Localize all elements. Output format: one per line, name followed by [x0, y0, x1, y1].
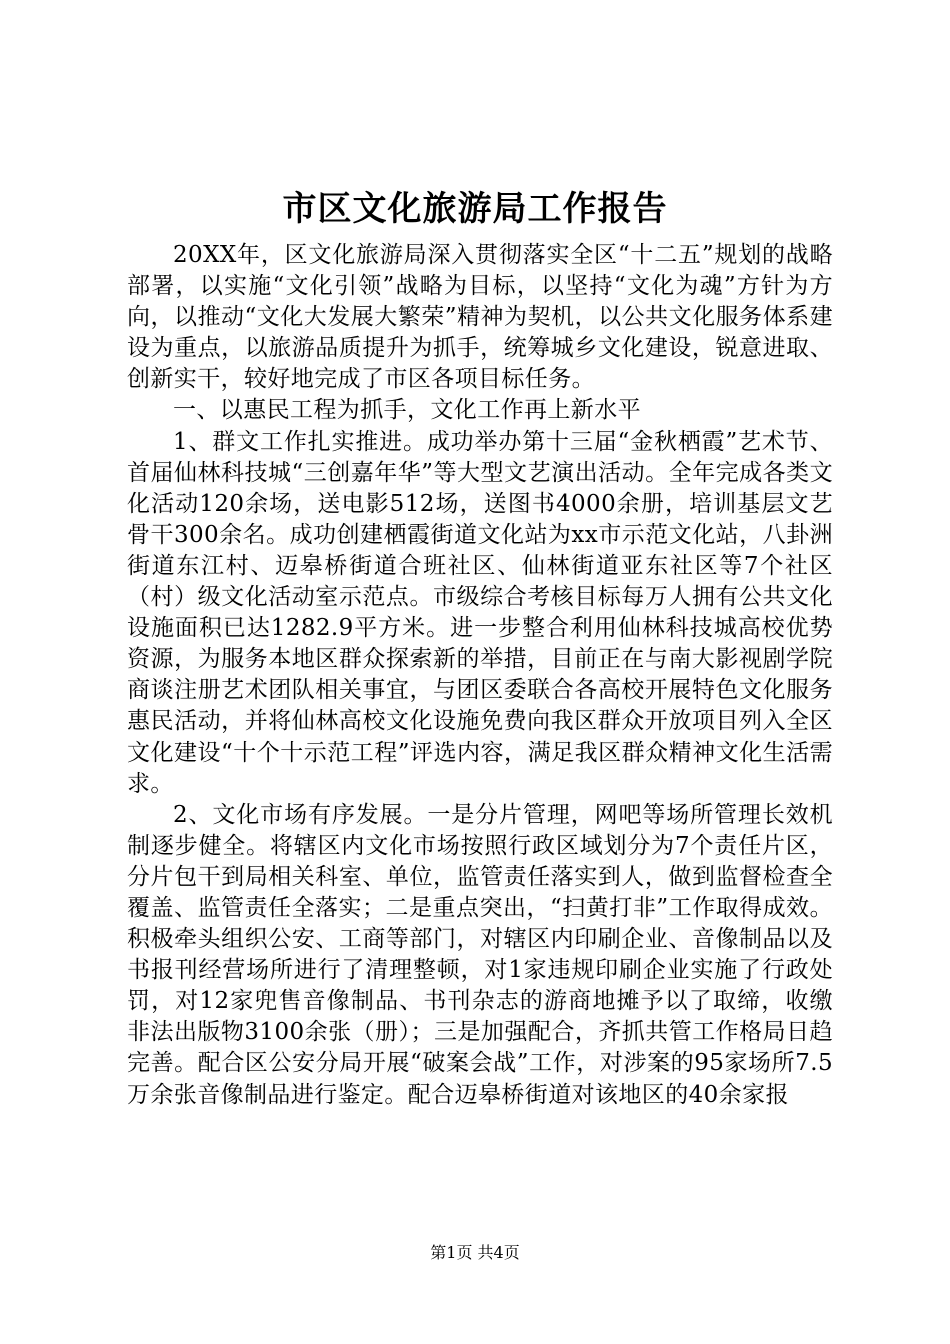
body-paragraph: 2、文化市场有序发展。一是分片管理，网吧等场所管理长效机制逐步健全。将辖区内文化市场按照行政区域划分为7个责任片区，分片包干到局相关科室、单位，监管责任落实到人，做到监督检查全覆盖、监管责任全落实；二是重点突出，“扫黄打非”工作取得成效。积极牵头组织公安、工商等部门，对辖区内印刷企业、音像制品以及书报刊经营场所进行了清理整顿，对1家违规印刷企业实施了行政处罚，对12家兜售音像制品、书刊杂志的游商地摊予以了取缔，收缴非法出版物3100余张（册）；三是加强配合，齐抓共管工作格局日趋完善。配合区公安分局开展“破案会战”工作，对涉案的95家场所7.5万余张音像制品进行鉴定。配合迈皋桥街道对该地区的40余家报 [127, 801, 833, 1108]
document-body [127, 240, 833, 1111]
body-paragraph: 1、群文工作扎实推进。成功举办第十三届“金秋栖霞”艺术节、首届仙林科技城“三创嘉年华”等大型文艺演出活动。全年完成各类文化活动120余场，送电影512场，送图书4000余册，培训基层文艺骨干300余名。成功创建栖霞街道文化站为xx市示范文化站，八卦洲街道东江村、迈皋桥街道合班社区、仙林街道亚东社区等7个社区（村）级文化活动室示范点。市级综合考核目标每万人拥有公共文化设施面积已达1282.9平方米。进一步整合利用仙林科技城高校优势资源，为服务本地区群众探索新的举措，目前正在与南大影视剧学院商谈注册艺术团队相关事宜，与团区委联合各高校开展特色文化服务惠民活动，并将仙林高校文化设施免费向我区群众开放项目列入全区文化建设“十个十示范工程”评选内容，满足我区群众精神文化生活需求。 [127, 428, 833, 797]
section-heading: 一、以惠民工程为抓手，文化工作再上新水平 [173, 397, 641, 424]
document-title: 市区文化旅游局工作报告 [282, 189, 668, 229]
page-footer: 第1页 共4页 [430, 1243, 520, 1262]
intro-paragraph: 20XX年，区文化旅游局深入贯彻落实全区“十二五”规划的战略部署，以实施“文化引领”战略为目标，以坚持“文化为魂”方针为方向，以推动“文化大发展大繁荣”精神为契机，以公共文化服务体系建设为重点，以旅游品质提升为抓手，统筹城乡文化建设，锐意进取、创新实干，较好地完成了市区各项目标任务。 [127, 242, 833, 393]
